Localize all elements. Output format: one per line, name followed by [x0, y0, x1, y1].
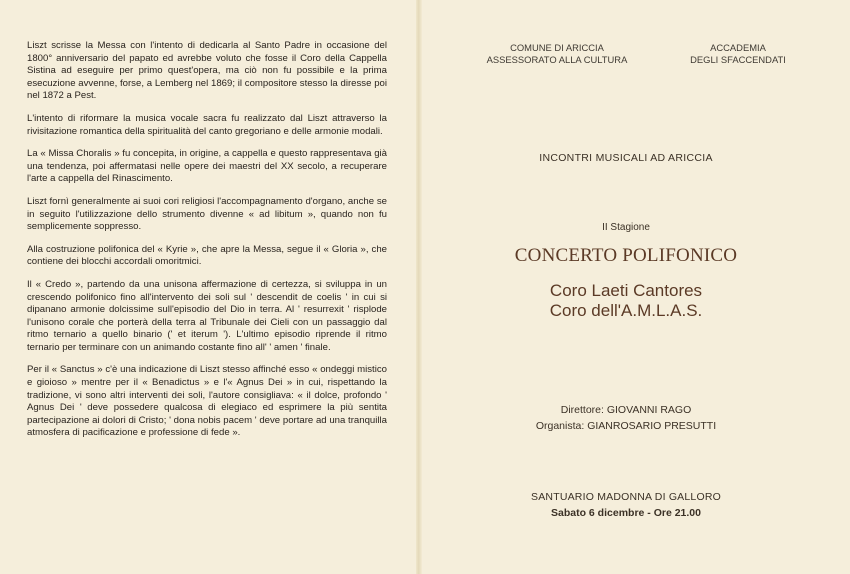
notes-paragraph: La « Missa Choralis » fu concepita, in origine, a cappella e questo rappresentava già una tendenza, poi affermatasi nelle opere dei maestri del XX secolo, a recuperare l'arte a cappella del Rinascimento.	[27, 148, 387, 185]
organist-credit: Organista: GIANROSARIO PRESUTTI	[535, 420, 717, 432]
organizer-comune-line1: COMUNE DI ARICCIA	[510, 42, 604, 53]
notes-paragraph: Alla costruzione polifonica del « Kyrie », che apre la Messa, segue il « Gloria », che contiene dei blocchi accordali omoritmici.	[27, 243, 387, 268]
venue: SANTUARIO MADONNA DI GALLORO	[531, 491, 721, 503]
concert-title: CONCERTO POLIFONICO	[514, 245, 738, 266]
notes-paragraph: Liszt fornì generalmente ai suoi cori religiosi l'accompagnamento d'organo, anche se in seguito l'utilizzazione dello strumento divenne « ad libitum », quando non fu semplicemente soppresso.	[27, 195, 387, 233]
program-notes	[27, 40, 387, 450]
choir-name-2: Coro dell'A.M.L.A.S.	[549, 301, 703, 320]
notes-paragraph: Per il « Sanctus » c'è una indicazione di Liszt stesso affinché esso « ondeggi mistico e gioioso » mentre per il « Benadictus » e l'« Agnus Dei » in cui, rispettando la tradizione, vi sono altri interventi dei soli, l'autore consigliava: « il dolce, profondo ' Agnus Dei ' deve possedere qualcosa di elegiaco ed esprimere la più sentita partecipazione ai dolori di Cristo; ' dona nobis pacem ' deve portare ad una tranquilla atmosfera di pacificazione e professione di fede ».	[27, 364, 387, 439]
organizer-accademia-line2: DEGLI SFACCENDATI	[690, 54, 786, 65]
organizer-comune-line2: ASSESSORATO ALLA CULTURA	[486, 54, 628, 65]
season-label: II Stagione	[602, 222, 650, 233]
notes-paragraph: Liszt scrisse la Messa con l'intento di dedicarla al Santo Padre in occasione del 1800° anniversario del papato ed avrebbe voluto che fosse il Coro della Cappella Sistina ad eseguire per primo quest'opera, ma ciò non fu possibile e la prima esecuzione avvenne, forse, a Lemberg nel 1869; il compositore stesso la diresse poi nel 1872 a Pest.	[27, 40, 387, 102]
director-credit: Direttore: GIOVANNI RAGO	[560, 404, 692, 416]
notes-paragraph: L'intento di riformare la musica vocale sacra fu realizzato dal Liszt attraverso la rivisitazione romantica della spiritualità del canto gregoriano e delle armonie modali.	[27, 112, 387, 137]
organizer-accademia	[680, 42, 796, 66]
organizer-comune	[482, 42, 632, 66]
organizer-accademia-line1: ACCADEMIA	[710, 42, 766, 53]
event-date: Sabato 6 dicembre - Ore 21.00	[551, 507, 701, 519]
series-title: INCONTRI MUSICALI AD ARICCIA	[539, 152, 713, 164]
notes-paragraph: Il « Credo », partendo da una unisona affermazione di certezza, si sviluppa in un crescendo polifonico fino all'intervento dei soli sul ' descendit de coelis ' in cui si dipanano armonie dolcissime sull'episodio del Dio in terra. Al ' resurrexit ' risplode l'unisono corale che porterà della terra al Tribunale dei Cieli con un passaggio dal ritmo ternario a quello binario (' et iterum '). L'ultimo episodio riprende il ritmo ternario per terminare con un animando costante fino all' ' amen ' finale.	[27, 278, 387, 353]
page-fold	[416, 0, 422, 574]
choir-name-1: Coro Laeti Cantores	[549, 281, 703, 300]
